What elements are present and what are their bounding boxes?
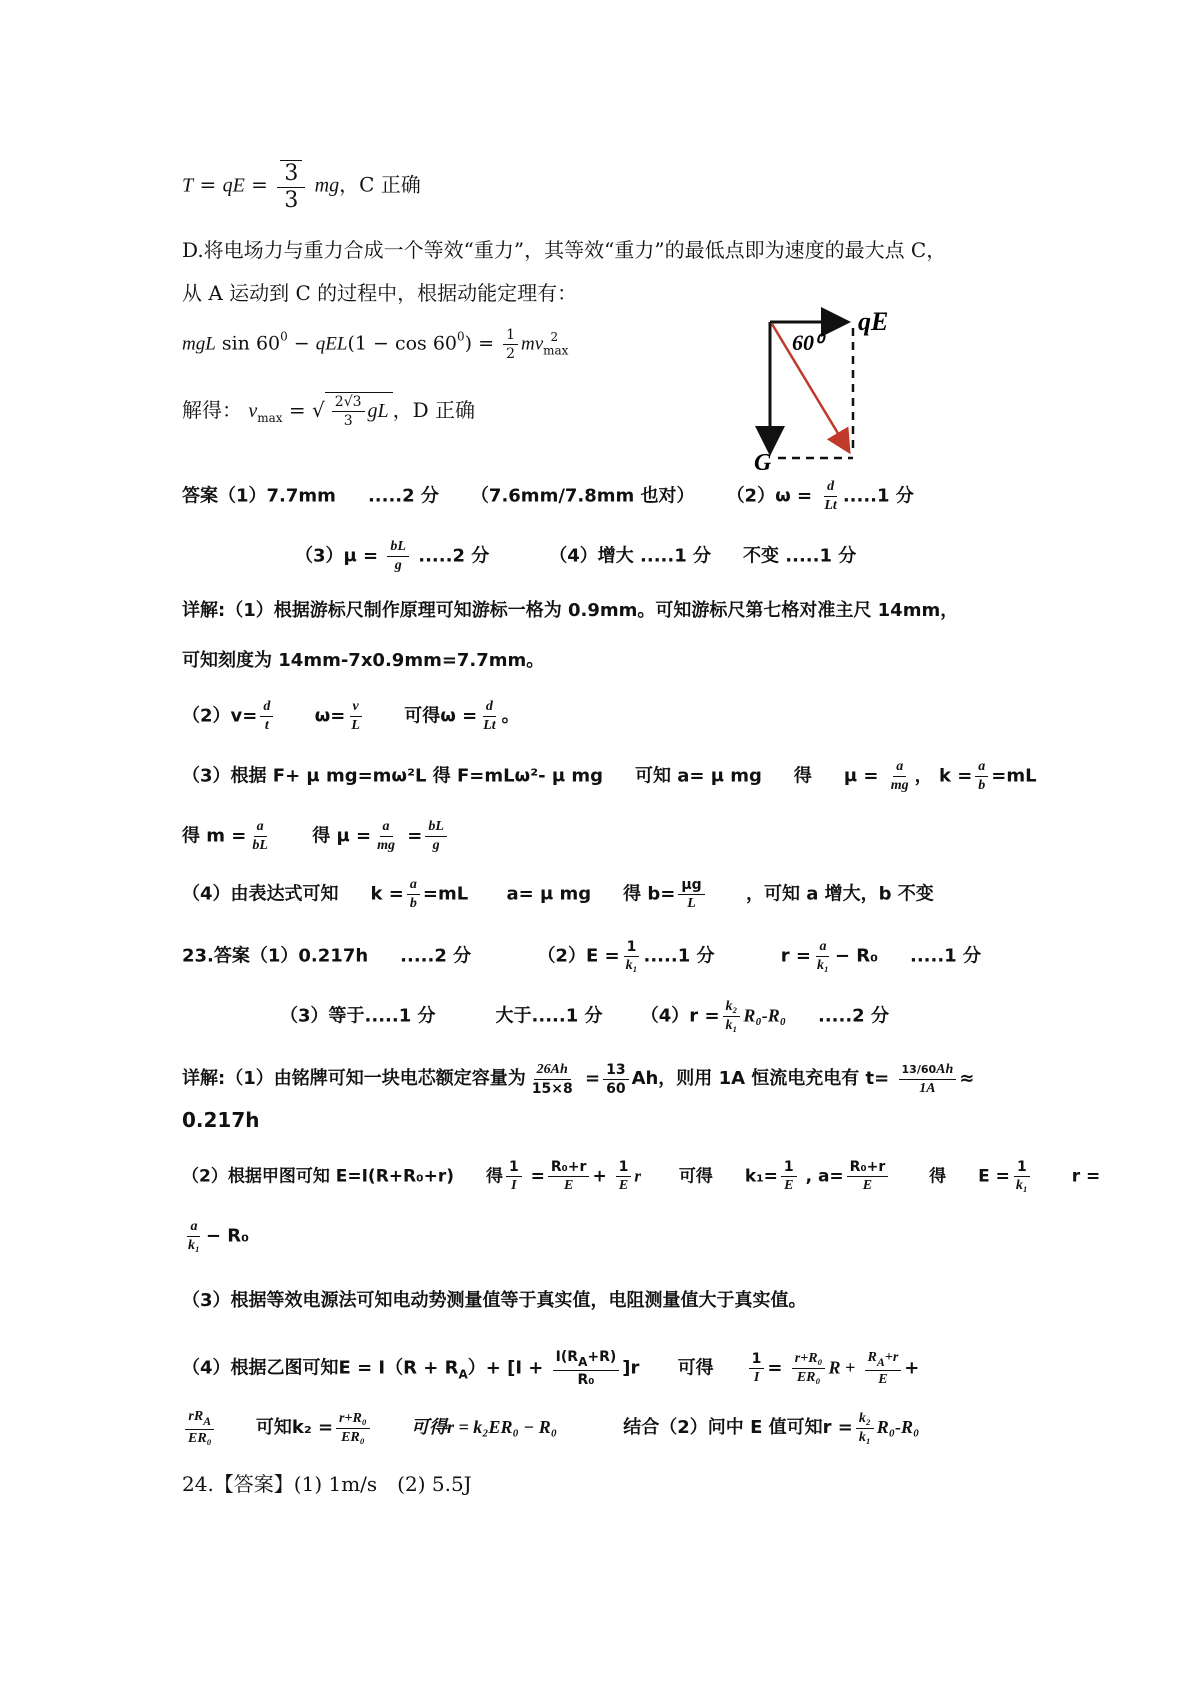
detail-line-1: 详解:（1）根据游标尺制作原理可知游标一格为 0.9mm。可知游标尺第七格对准主尺 14mm， [182,600,959,621]
q24-answer: 24.【答案】(1) 1m/s (2) 5.5J [182,1472,472,1496]
detail-line-2: 可知刻度为 14mm-7x0.9mm=7.7mm。 [182,650,545,671]
label-G: G [754,450,772,476]
label-qE: qE [858,307,889,336]
text-line-process: 从 A 运动到 C 的过程中，根据动能定理有： [182,281,578,305]
energy-equation: mgL $\sin 60^0 - qEL(1 - \cos 60^0)$ = $\frac{1}{2}$ $mv_{max}^2$ [182,327,569,362]
formula-line-T: T = qE = $\frac{3}{3}$ mg，C 正确 [182,161,421,213]
q23-detail-line-4: $\frac{a}{\text{k₁}}$ − R₀ [188,1219,249,1253]
q23-detail-line-2: 0.217h [182,1108,260,1132]
q23-answer-line-2: （3）等于.....1 分 大于.....1 分 （4）r = $\frac{\text{k₂}}{\text{k₁}}$ R₀-R₀ .....2 分 [280,999,889,1033]
answer-line-2: （3）μ = $\frac{bL}{g}$ .....2 分 （4）增大 .....1 分 不变 .....1 分 [295,539,857,573]
q23-detail-line-5: （3）根据等效电源法可知电动势测量值等于真实值，电阻测量值大于真实值。 [182,1290,807,1311]
detail-line-4: （3）根据 F+ μ mg=mω²L 得 F=mLω²- μ mg 可知 a= μ mg 得 μ = $\frac{a}{mg}$ ， k = $\frac{a}{b}$ =mL [182,759,1037,793]
q23-detail-line-1: 详解:（1）由铭牌可知一块电芯额定容量为 $\frac{26Ah}{15\times 8}$ = $\frac{13}{60}$ Ah，则用 1A 恒流电充电有 t= $\frac{13/60Ah}{1A}$ ≈ [182,1061,975,1097]
q23-answer-line-1: 23.答案（1）0.217h .....2 分 （2）E = $\frac{1}{\text{k₁}}$ .....1 分 r = $\frac{a}{\text{k₁}}$ − R₀ .....1 分 [182,939,981,973]
detail-line-6: （4）由表达式可知 k = $\frac{a}{b}$ =mL a= μ mg 得 b= $\frac{\mu g}{L}$ ，可知 a 增大，b 不变 [182,877,934,911]
answer-line-1: 答案（1）7.7mm .....2 分 （7.6mm/7.8mm 也对） （2）ω = $\frac{d}{Lt}$ .....1 分 [182,479,914,513]
q23-detail-line-7: $\frac{\text{rRA}}{\text{ER₀}}$ 可知k₂ = $\frac{\text{r+R₀}}{\text{ER₀}}$ 可得r = k₂ER₀ − R₀ 结合（2）问中 E 值可知r = $\frac{\text{k₂}}{\text{k₁}}$ R₀-R₀ [182,1410,919,1446]
label-angle: 60⁰ [792,330,823,355]
vmax-line: 解得： $v_{max}$ = √ $\frac{2√3}{3}$ gL ，D 正确 [182,394,476,429]
text-line-D: D.将电场力与重力合成一个等效“重力”，其等效“重力”的最低点即为速度的最大点 C， [182,238,947,262]
detail-line-5: 得 m = $\frac{a}{bL}$ 得 μ = $\frac{a}{mg}$ = $\frac{bL}{g}$ [182,820,450,853]
detail-line-3: （2）v= $\frac{d}{t}$ ω= $\frac{v}{L}$ 可得ω = $\frac{d}{Lt}$ 。 [182,699,520,733]
q23-detail-line-3: （2）根据甲图可知 E=I(R+R₀+r) 得 $\frac{1}{I}$ = $\frac{\text{R₀+r}}{E}$ + $\frac{1}{E}$ r 可得 k₁= $\frac{1}{E}$ , a= $\frac{\text{R₀+r}}{E}$ 得 E = $\frac{1}{\text{k₁}}$ r = [182,1159,1101,1193]
q23-detail-line-6: （4）根据乙图可知$E = I(R + R_A)+ [I$ + $\frac{I(RA+R)}{\text{R₀}}$ ]r 可得 $\frac{1}{I}$ = $\frac{\text{r+R₀}}{\text{ER₀}}$ R + $\frac{RA+r}{E}$ + [182,1349,920,1388]
force-diagram [754,300,910,480]
